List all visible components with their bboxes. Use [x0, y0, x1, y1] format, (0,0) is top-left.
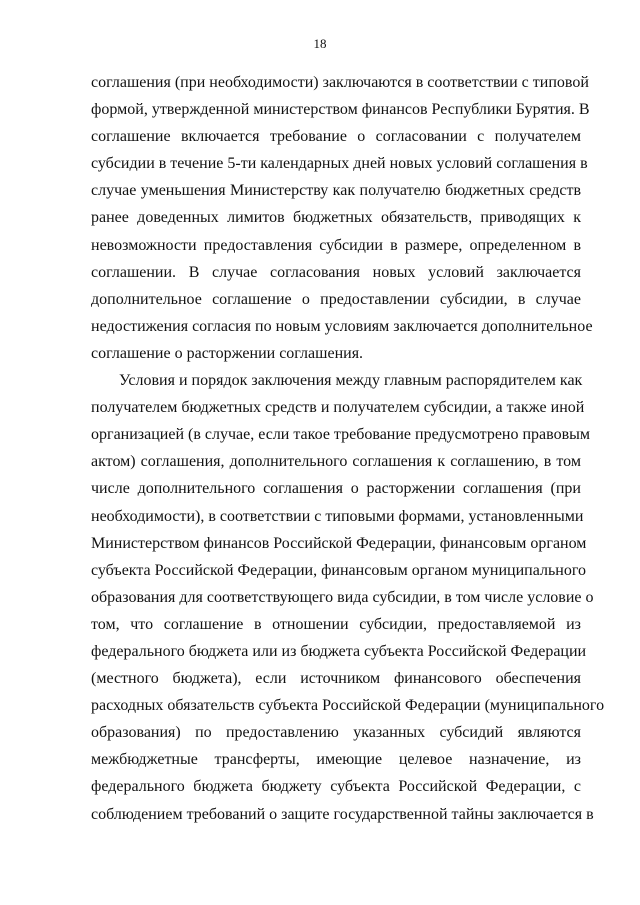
text-line: случае уменьшения Министерству как получателю бюджетных средств	[91, 182, 581, 200]
text-line: образования) по предоставлению указанных субсидий являются	[91, 724, 581, 742]
text-line: Министерством финансов Российской Федерации, финансовым органом	[91, 534, 587, 552]
text-line: актом) соглашения, дополнительного соглашения к соглашению, в том	[91, 453, 581, 471]
text-line: соглашения (при необходимости) заключаются в соответствии с типовой	[91, 74, 589, 91]
document-body	[91, 69, 605, 828]
text-line: необходимости), в соответствии с типовыми формами, установленными	[91, 507, 584, 525]
text-line: (местного бюджета), если источником финансового обеспечения	[91, 670, 581, 688]
text-line: ранее доведенных лимитов бюджетных обязательств, приводящих к	[91, 209, 581, 227]
text-line: соглашение о расторжении соглашения.	[91, 344, 364, 362]
text-line: получателем бюджетных средств и получателем субсидии, а также иной	[91, 399, 585, 417]
text-line: расходных обязательств субъекта Российской Федерации (муниципального	[91, 697, 605, 715]
text-line: дополнительное соглашение о предоставлении субсидии, в случае	[91, 290, 581, 308]
text-line: числе дополнительного соглашения о расторжении соглашения (при	[91, 480, 581, 498]
text-line: межбюджетные трансферты, имеющие целевое назначение, из	[91, 751, 581, 769]
text-line: субъекта Российской Федерации, финансовым органом муниципального	[91, 561, 586, 579]
text-line: недостижения согласия по новым условиям заключается дополнительное	[91, 317, 593, 335]
text-line: соглашение включается требование о согласовании с получателем	[91, 128, 581, 146]
text-line: субсидии в течение 5-ти календарных дней новых условий соглашения в	[91, 155, 588, 173]
text-line: том, что соглашение в отношении субсидии, предоставляемой из	[91, 615, 581, 633]
text-line: формой, утвержденной министерством финансов Республики Бурятия. В	[91, 101, 590, 119]
page-number: 18	[313, 36, 327, 51]
paragraph	[91, 367, 605, 828]
text-line: федерального бюджета бюджету субъекта Российской Федерации, с	[91, 778, 581, 796]
paragraph	[91, 69, 593, 367]
text-line: Условия и порядок заключения между главным распорядителем как	[119, 372, 583, 390]
text-line: организацией (в случае, если такое требование предусмотрено правовым	[91, 426, 591, 444]
text-line: невозможности предоставления субсидии в размере, определенном в	[91, 236, 581, 254]
text-line: соблюдением требований о защите государственной тайны заключается в	[91, 805, 594, 823]
text-line: образования для соответствующего вида субсидии, в том числе условие о	[91, 588, 594, 606]
text-line: соглашении. В случае согласования новых условий заключается	[91, 263, 581, 281]
text-line: федерального бюджета или из бюджета субъекта Российской Федерации	[91, 642, 587, 660]
